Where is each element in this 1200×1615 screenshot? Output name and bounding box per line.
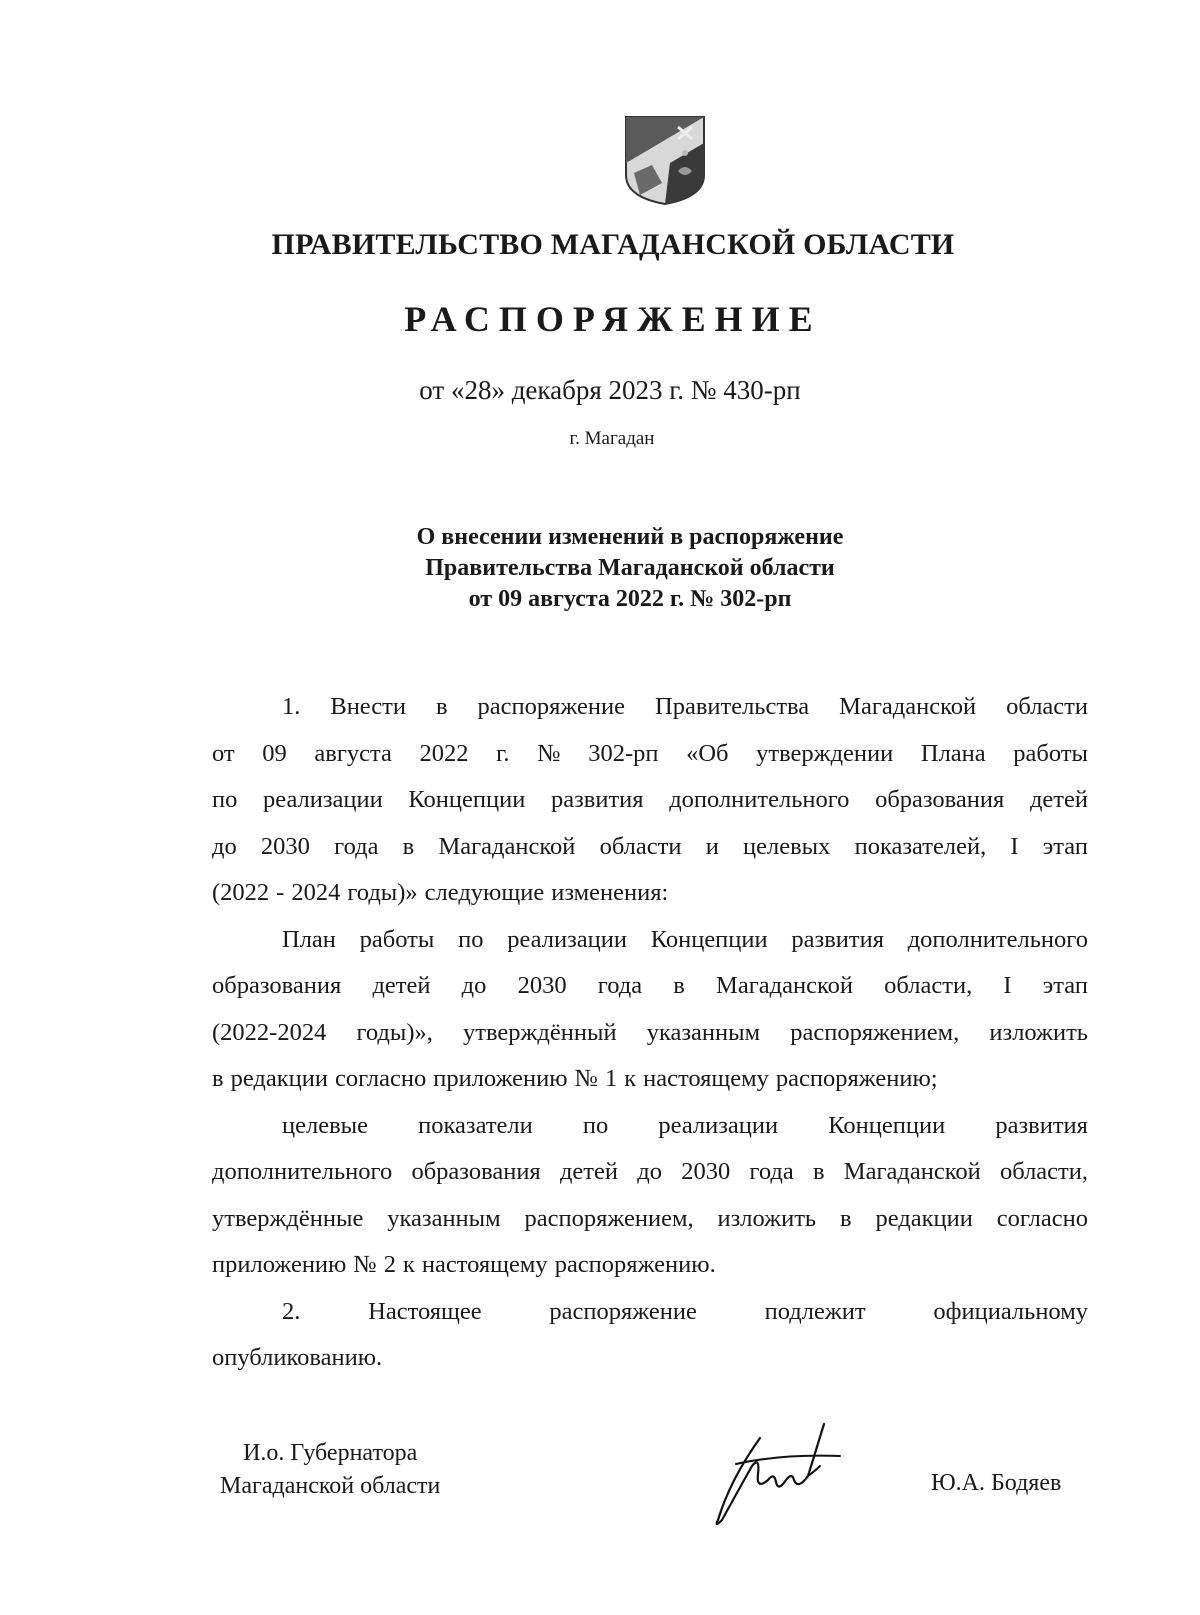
signatory-position-line: Магаданской области	[220, 1473, 441, 1499]
document-body	[212, 684, 1088, 1382]
document-city: г. Магадан	[569, 428, 655, 449]
body-line: образования детей до 2030 года в Магаданской области, I этап	[212, 972, 1088, 999]
body-line: 1. Внести в распоряжение Правительства Магаданской области	[282, 693, 1088, 720]
document-type: РАСПОРЯЖЕНИЕ	[404, 299, 822, 339]
body-line: приложению № 2 к настоящему распоряжению.	[212, 1251, 716, 1278]
body-line: по реализации Концепции развития дополнительного образования детей	[212, 786, 1088, 813]
document-date-number: от «28» декабря 2023 г. № 430-рп	[419, 375, 801, 405]
subject-line: О внесении изменений в распоряжение	[416, 524, 844, 550]
magadan-coat-of-arms-icon	[622, 113, 708, 207]
body-line: План работы по реализации Концепции развития дополнительного	[282, 925, 1088, 953]
body-line: 2. Настоящее распоряжение подлежит официальному	[282, 1297, 1088, 1325]
government-title: ПРАВИТЕЛЬСТВО МАГАДАНСКОЙ ОБЛАСТИ	[271, 228, 955, 261]
body-line: целевые показатели по реализации Концепции развития	[282, 1111, 1088, 1139]
subject-line: Правительства Магаданской области	[425, 555, 835, 581]
body-line: (2022-2024 годы)», утверждённый указанным распоряжением, изложить	[212, 1018, 1088, 1046]
document-subject	[0, 522, 1200, 615]
signatory-position	[220, 1437, 440, 1503]
body-line: дополнительного образования детей до 2030 года в Магаданской области,	[212, 1158, 1088, 1185]
signatory-name: Ю.А. Бодяев	[931, 1470, 1062, 1496]
body-line: до 2030 года в Магаданской области и целевых показателей, I этап	[212, 832, 1088, 860]
body-line: в редакции согласно приложению № 1 к настоящему распоряжению;	[212, 1065, 938, 1092]
subject-line: от 09 августа 2022 г. № 302-рп	[468, 586, 792, 612]
body-line: опубликованию.	[212, 1344, 383, 1371]
handwritten-signature	[690, 1420, 860, 1532]
body-line: (2022 - 2024 годы)» следующие изменения:	[212, 879, 669, 906]
signatory-position-line: И.о. Губернатора	[243, 1440, 418, 1466]
body-line: утверждённые указанным распоряжением, изложить в редакции согласно	[212, 1204, 1088, 1232]
body-line: от 09 августа 2022 г. № 302-рп «Об утверждении Плана работы	[212, 739, 1088, 767]
